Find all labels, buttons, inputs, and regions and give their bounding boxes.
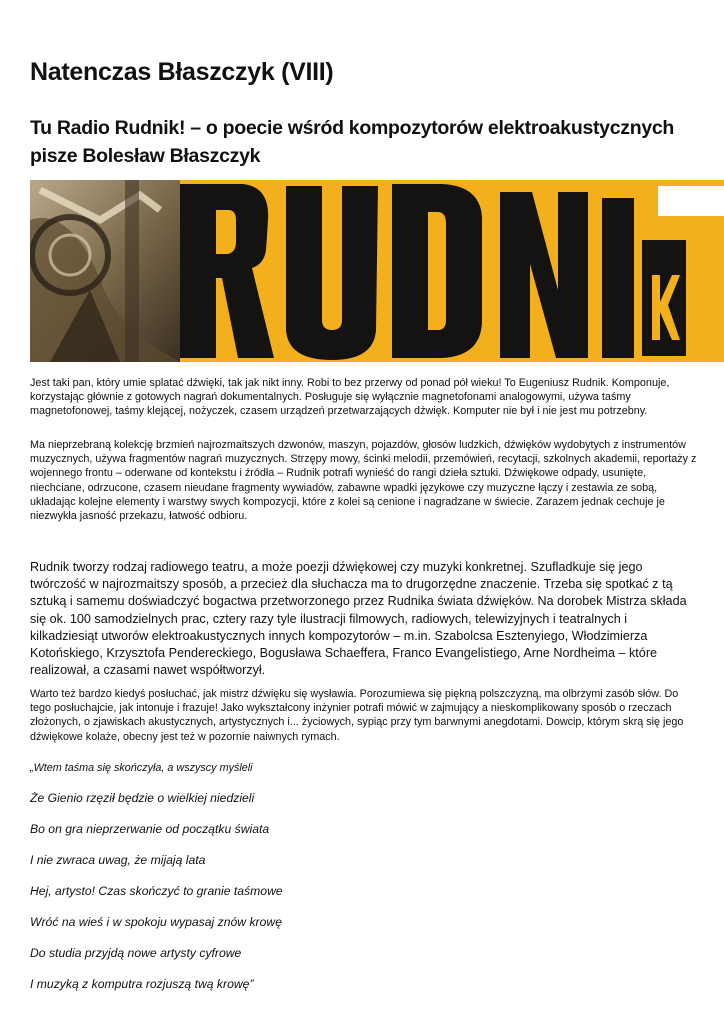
- article-paragraph: Ma nieprzebraną kolekcję brzmień najrozmaitszych dzwonów, maszyn, pojazdów, głosów ludzkich, dźwięków wydobytych z instrumentów muzycznych, używa fragmentów nagrań muzycznych. Strzępy mowy, ścinki melodii, przemówień, recytacji, szkolnych akademii, reportaży z wojennego frontu – oderwane od kontekstu i źródła – Rudnik potrafi wynieść do rangi dzieła sztuki. Dźwiękowe odpady, usunięte, niechciane, odrzucone, czasem nieudane fragmenty wywiadów, zabawne wpadki językowe czy muzyczne łączy i zestawia ze sobą, układając kolejne elementy i warstwy swych kompozycji, które z kolei są cenione i nagradzane w świecie. Zarazem jednak cechuje je niezwykła jasność przekazu, łatwość odbioru.: [30, 439, 697, 523]
- rudnik-logo-graphic: [30, 180, 724, 362]
- article-subtitle: Tu Radio Rudnik! – o poecie wśród kompozytorów elektroakustycznych pisze Bolesław Błaszczyk: [30, 117, 675, 167]
- poem-line: Że Gienio rzęził będzie o wielkiej niedzieli: [30, 791, 255, 805]
- article-paragraph: Rudnik tworzy rodzaj radiowego teatru, a może poezji dźwiękowej czy muzyki konkretnej. Szufladkuje się jego twórczość w najrozmaitszy sposób, a przecież dla słuchacza ma to drugorzędne znaczenie. Trzeba się spotkać z tą sztuką i samemu doświadczyć bogactwa przetworzonego przez Rudnika świata dźwięków. Na dorobek Mistrza składa się ok. 100 samodzielnych prac, cztery razy tyle ilustracji filmowych, radiowych, telewizyjnych i teatralnych i kilkadziesiąt utworów elektroakustycznych innych kompozytorów – m.in. Szabolcsa Esztenyiego, Włodzimierza Kotońskiego, Krzysztofa Pendereckiego, Bogusława Schaeffera, Franco Evangelistiego, Arne Nordheima – które realizował, a czasami nawet współtworzył.: [30, 560, 687, 678]
- article-paragraph: Jest taki pan, który umie splatać dźwięki, tak jak nikt inny. Robi to bez przerwy od ponad pół wieku! To Eugeniusz Rudnik. Komponuje, korzystając głównie z gotowych nagrań dokumentalnych. Posługuje się wyłącznie magnetofonami analogowymi, używa taśmy magnetofonowej, taśmy klejącej, nożyczek, czasem urządzeń przetwarzających dźwięk. Komputer nie był i nie jest mu potrzebny.: [30, 377, 670, 418]
- poem-line: Wróć na wieś i w spokoju wypasaj znów krowę: [30, 915, 282, 929]
- poem-line: „Wtem taśma się skończyła, a wszyscy myśleli: [30, 762, 253, 774]
- article-paragraph: Warto też bardzo kiedyś posłuchać, jak mistrz dźwięku się wysławia. Porozumiewa się piękną polszczyzną, ma olbrzymi zasób słów. Do tego posłuchajcie, jak intonuje i frazuje! Jako wykształcony inżynier potrafi mówić w zajmujący a nieskomplikowany sposób o rzeczach złożonych, o zjawiskach akustycznych, artystycznych i... życiowych, sypiąc przy tym barwnymi anegdotami. Dowcip, którym skrą się jego dźwiękowe kolaże, obecny jest też w pozornie naiwnych rymach.: [30, 688, 684, 743]
- poem-quote: [30, 760, 690, 1007]
- small-k-box: [642, 240, 686, 356]
- poem-line: Do studia przyjdą nowe artysty cyfrowe: [30, 946, 242, 960]
- hero-image: [30, 180, 724, 362]
- rudnik-lettering: [180, 184, 634, 360]
- poem-line: I nie zwraca uwag, że mijają lata: [30, 853, 206, 867]
- poem-line: I muzyką z komputra rozjuszą twą krowę”: [30, 977, 254, 991]
- article-title: Natenczas Błaszczyk (VIII): [30, 58, 334, 86]
- poem-line: Hej, artysto! Czas skończyć to granie taśmowe: [30, 884, 283, 898]
- poem-line: Bo on gra nieprzerwanie od początku świata: [30, 822, 270, 836]
- photo-collage: [30, 180, 180, 362]
- white-accent-block: [658, 186, 724, 216]
